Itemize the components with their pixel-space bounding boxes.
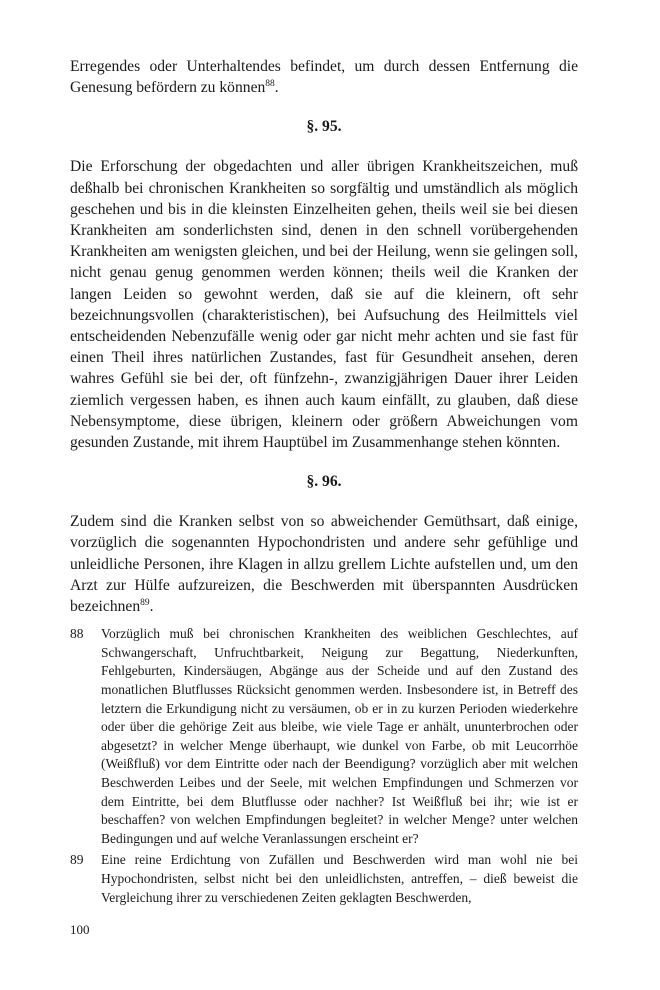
- footnote-text: Vorzüglich muß bei chronischen Krankheiten des weiblichen Geschlechtes, auf Schwangerschaft, Unfruchtbarkeit, Neigung zur Begattung, Niederkunften, Fehlgeburten, Kindersäugen, Abgänge aus der Scheide und auf den Zustand des monatlichen Blutflusses Rücksicht genommen werden. Insbesondere ist, in Betreff des letztern die Erkundigung nicht zu versäumen, ob er in zu kurzen Perioden wiederkehre oder über die gehörige Zeit aus bleibe, wie viele Tage er anhält, ununterbrochen oder abgesetzt? in welcher Menge überhaupt, wie dunkel von Farbe, ob mit Leucorrhöe (Weißfluß) vor dem Eintritte oder nach der Beendigung? vorzüglich aber mit welchen Beschwerden Leibes und der Seele, mit welchen Empfindungen und Schmerzen vor dem Eintritte, bei dem Blutflusse oder nachher? Ist Weißfluß bei ihr; wie ist er beschaffen? von welchen Empfindungen begleitet? in welcher Menge? unter welchen Bedingungen und auf welche Veranlassungen erscheint er?: [101, 626, 578, 846]
- footnote-ref-88[interactable]: 88: [265, 79, 275, 90]
- page-content: [70, 56, 578, 910]
- section-95-paragraph: Die Erforschung der obgedachten und aller übrigen Krankheitszeichen, muß deßhalb bei chronischen Krankheiten so sorgfältig und umständlich als möglich geschehen und bis in die kleinsten Einzelheiten gehen, theils weil sie bei diesen Krankheiten am sonderlichsten sind, denen in den schnell vorübergehenden Krankheiten am wenigsten gleichen, und bei der Heilung, wenn sie gelingen soll, nicht genau genug genommen werden können; theils weil die Kranken der langen Leiden so gewohnt werden, daß sie auf die kleinern, oft sehr bezeichnungsvollen (charakteristischen), bei Aufsuchung des Heilmittels viel entscheidenden Nebenzufälle wenig oder gar nicht mehr achten und sie fast für einen Theil ihres natürlichen Zustandes, fast für Gesundheit ansehen, deren wahres Gefühl sie bei der, oft fünfzehn-, zwanzigjährigen Dauer ihrer Leiden ziemlich vergessen haben, es ihnen auch kaum einfällt, zu glauben, daß diese Nebensymptome, diese übrigen, kleinern oder größern Abweichungen vom gesunden Zustande, mit ihrem Hauptübel im Zusammenhange stehen könnten.: [70, 158, 578, 452]
- footnote-ref-89[interactable]: 89: [140, 597, 150, 608]
- section-heading-96: §. 96.: [306, 473, 342, 491]
- footnote-88: [70, 625, 578, 848]
- section-96-text: Zudem sind die Kranken selbst von so abweichender Gemüthsart, daß einige, vorzüglich die sogenannten Hypochondristen und andere sehr gefühlige und unleidliche Personen, ihre Klagen in allzu grellem Lichte aufstellen und, um den Arzt zur Hülfe aufzureizen, die Beschwerden mit überspannten Ausdrücken bezeichnen: [70, 513, 578, 616]
- intro-text: Erregendes oder Unterhaltendes befindet, um durch dessen Entfernung die Genesung befördern zu können: [70, 58, 578, 97]
- section-heading-95: §. 95.: [306, 118, 342, 136]
- footnotes: [70, 625, 578, 907]
- footnote-number: 88: [70, 626, 84, 642]
- section-96-paragraph: Zudem sind die Kranken selbst von so abweichender Gemüthsart, daß einige, vorzüglich die sogenannten Hypochondristen und andere sehr gefühlige und unleidliche Personen, ihre Klagen in allzu grellem Lichte aufstellen und, um den Arzt zur Hülfe aufzureizen, die Beschwerden mit überspannten Ausdrücken bezeichnen$^{89}$.: [70, 513, 578, 616]
- page-number: 100: [70, 922, 90, 937]
- footnote-number: 89: [70, 852, 84, 868]
- footnote-89: [70, 851, 578, 907]
- intro-paragraph: Erregendes oder Unterhaltendes befindet, um durch dessen Entfernung die Genesung befördern zu können$^{88}$.: [70, 58, 578, 97]
- footnote-text: Eine reine Erdichtung von Zufällen und Beschwerden wird man wohl nie bei Hypochondristen, selbst nicht bei den unleidlichsten, antreffen, – dieß beweist die Vergleichung ihrer zu verschiedenen Zeiten geklagten Beschwerden,: [101, 852, 578, 905]
